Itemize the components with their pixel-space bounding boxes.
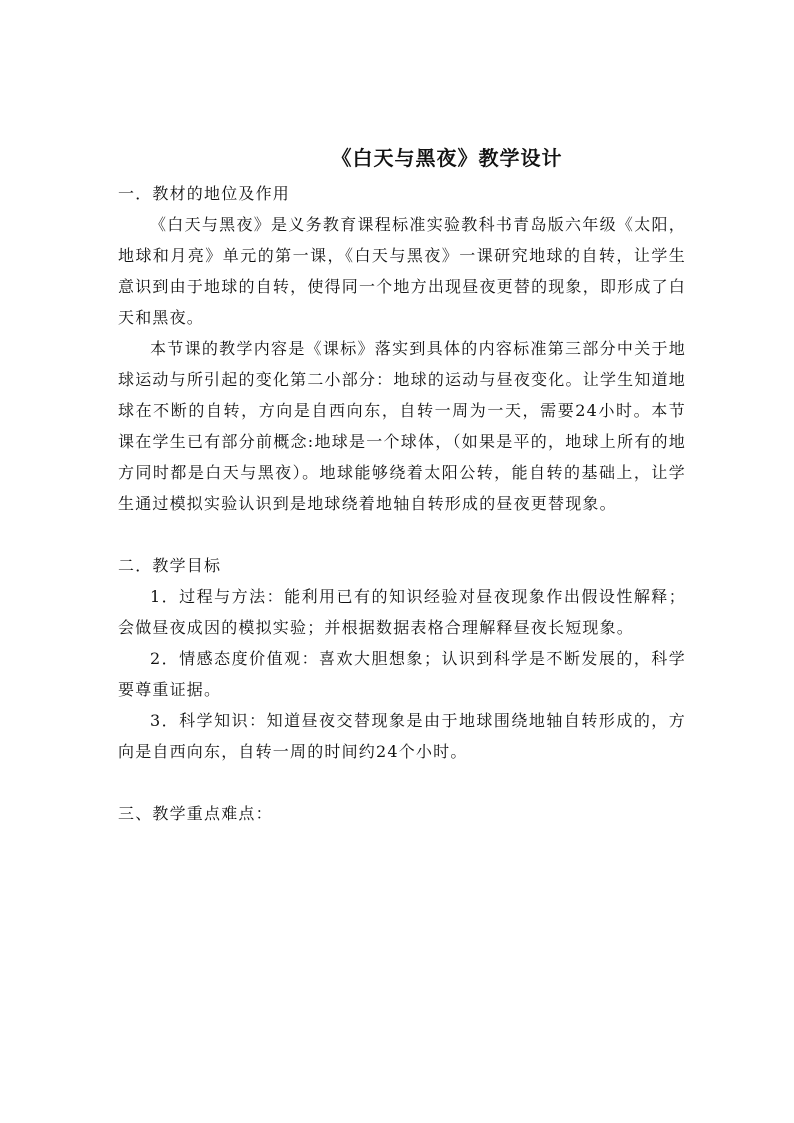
- section-heading-1: 一．教材的地位及作用: [118, 184, 291, 203]
- spacer: [118, 519, 686, 550]
- paragraph-textbook-position: 《白天与黑夜》是义务教育课程标准实验教科书青岛版六年级《太阳，地球和月亮》单元的第一课，《白天与黑夜》一课研究地球的自转，让学生意识到由于地球的自转，使得同一个地方出现昼夜更替的现象，即形成了白天和黑夜。: [118, 215, 686, 327]
- section-heading-3: 三、教学重点难点：: [118, 804, 273, 823]
- objective-item-2: 2．情感态度价值观：喜欢大胆想象；认识到科学是不断发展的，科学要尊重证据。: [118, 649, 686, 699]
- paragraph-teaching-content: 本节课的教学内容是《课标》落实到具体的内容标准第三部分中关于地球运动与所引起的变化第二小部分：地球的运动与昼夜变化。让学生知道地球在不断的自转，方向是自西向东，自转一周为一天，需要24小时。本节课在学生已有部分前概念:地球是一个球体，（如果是平的，地球上所有的地方同时都是白天与黑夜）。地球能够绕着太阳公转，能自转的基础上，让学生通过模拟实验认识到是地球绕着地轴自转形成的昼夜更替现象。: [118, 339, 686, 513]
- spacer: [118, 767, 686, 798]
- objective-item-1: 1．过程与方法：能利用已有的知识经验对昼夜现象作出假设性解释；会做昼夜成因的模拟实验；并根据数据表格合理解释昼夜长短现象。: [118, 587, 686, 637]
- objective-item-3: 3．科学知识：知道昼夜交替现象是由于地球围绕地轴自转形成的，方向是自西向东，自转一周的时间约24个小时。: [118, 711, 686, 761]
- document-body: [118, 178, 686, 829]
- page-title: 《白天与黑夜》教学设计: [331, 146, 563, 170]
- section-heading-2: 二．教学目标: [118, 556, 222, 575]
